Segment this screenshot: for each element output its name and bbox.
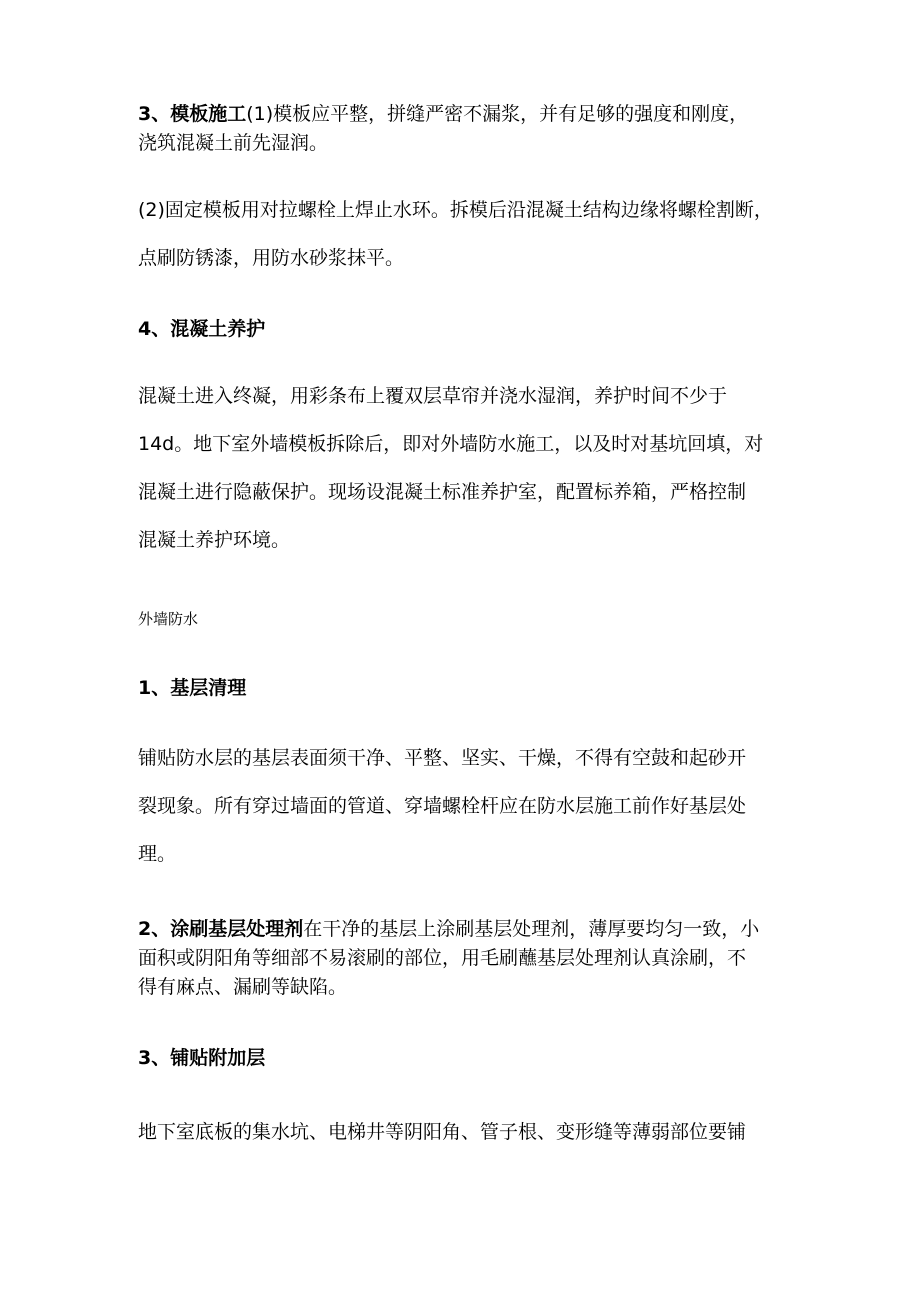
paragraph-line (138, 915, 788, 944)
paragraph-line: 地下室底板的集水坑、电梯井等阴阳角、管子根、变形缝等薄弱部位要铺 (138, 1121, 747, 1143)
paragraph-line: 14d。地下室外墙模板拆除后，即对外墙防水施工，以及时对基坑回填，对 (138, 433, 764, 455)
paragraph-line: (2)固定模板用对拉螺栓上焊止水环。拆模后沿混凝土结构边缘将螺栓割断， (138, 199, 773, 221)
paragraph-primer (138, 915, 788, 1002)
paragraph-concrete-curing (138, 372, 788, 564)
paragraph-formwork-2 (138, 186, 788, 282)
paragraph-base-cleaning (138, 734, 788, 878)
paragraph-additional-layer (138, 1108, 788, 1156)
heading-concrete-curing: 4、混凝土养护 (138, 318, 266, 340)
paragraph-line: 混凝土进行隐蔽保护。现场设混凝土标准养护室，配置标养箱，严格控制 (138, 481, 747, 503)
paragraph-line: 裂现象。所有穿过墙面的管道、穿墙螺栓杆应在防水层施工前作好基层处 (138, 795, 747, 817)
line-text: (1)模板应平整，拼缝严密不漏浆，并有足够的强度和刚度， (246, 103, 749, 125)
paragraph-line: 点刷防锈漆，用防水砂浆抹平。 (138, 247, 405, 269)
paragraph-line: 理。 (138, 843, 177, 865)
paragraph-line: 得有麻点、漏刷等缺陷。 (138, 976, 348, 998)
paragraph-line: 铺贴防水层的基层表面须干净、平整、坚实、干燥，不得有空鼓和起砂开 (138, 747, 747, 769)
paragraph-line: 面积或阴阳角等细部不易滚刷的部位，用毛刷蘸基层处理剂认真涂刷，不 (138, 947, 747, 969)
paragraph-line: 混凝土进入终凝，用彩条布上覆双层草帘并浇水湿润，养护时间不少于 (138, 385, 728, 407)
paragraph-line: 浇筑混凝土前先湿润。 (138, 132, 329, 154)
bold-lead: 3、模板施工 (138, 103, 247, 125)
section-title-exterior-waterproofing: 外墙防水 (138, 610, 199, 628)
line-text: 在干净的基层上涂刷基层处理剂，薄厚要均匀一致，小 (303, 918, 760, 940)
bold-lead: 2、涂刷基层处理剂 (138, 918, 304, 940)
heading-base-cleaning: 1、基层清理 (138, 677, 247, 699)
paragraph-formwork-1 (138, 100, 788, 158)
heading-additional-layer: 3、铺贴附加层 (138, 1047, 266, 1069)
paragraph-line: 混凝土养护环境。 (138, 529, 291, 551)
paragraph-line (138, 100, 788, 129)
